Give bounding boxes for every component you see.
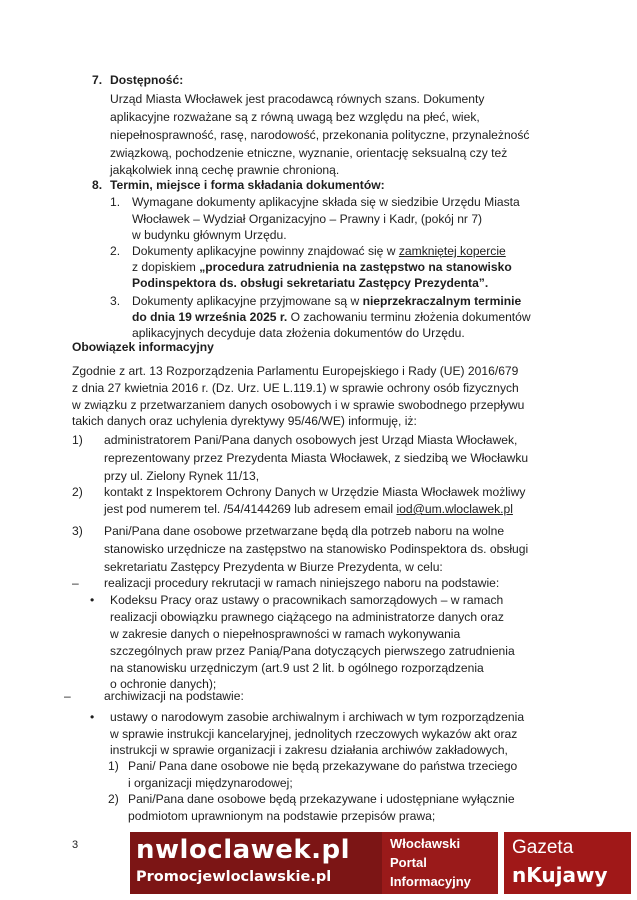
bullet-marker: • [90,710,95,724]
point-text: stanowisko urzędnicze na zastępstwo na stanowisko Podinspektora ds. obsługi [104,542,529,556]
point-text: sekretariatu Zastępcy Prezydenta w Biurze Prezydenta, w celu: [104,560,443,574]
site-logo-secondary: Promocjewloclawskie.pl [136,869,332,885]
dash-text: realizacji procedury rekrutacji w ramach niniejszego naboru na podstawie: [104,576,500,590]
section-7-line: niepełnosprawność, rasę, narodowość, przekonania polityczne, przynależność [110,128,530,142]
gazeta-label: Gazeta [512,837,574,858]
portal-block[interactable] [382,832,498,894]
list-item-text: Wymagane dokumenty aplikacyjne składa się w siedzibie Urzędu Miasta [132,195,520,209]
email-link[interactable]: iod@um.wloclawek.pl [396,502,513,516]
point-number: 2) [72,485,83,499]
deadline-date: do dnia 19 września 2025 r. [132,310,288,324]
bullet-marker: • [90,593,95,607]
dash-marker: – [64,689,71,703]
gazeta-logo: nKujawy [512,863,608,887]
portal-line: Portal [390,855,427,870]
list-item-number: 3. [110,294,121,308]
bullet-text: realizacji obowiązku prawnego ciążącego na administratorze danych oraz [110,610,504,624]
list-item-text: Włocławek – Wydział Organizacyjno – Prawny i Kadr, (pokój nr 7) [132,212,483,226]
section-7-line: aplikacyjne rozważane są z równą uwagą bez względu na płeć, wiek, [110,110,480,124]
page-number: 3 [72,839,79,851]
intro-line: z dnia 27 kwietnia 2016 r. (Dz. Urz. UE L.119.1) w sprawie ochrony osób fizycznych [72,381,519,395]
sealed-envelope-emphasis: zamkniętej kopercie [398,244,506,258]
bullet-text: ustawy o narodowym zasobie archiwalnym i archiwach w tym rozporządzenia [110,710,525,724]
list-item-text: z dopiskiem „procedura zatrudnienia na zastępstwo na stanowisko [132,260,512,274]
point-text: jest pod numerem tel. /54/4144269 lub adresem email iod@um.wloclawek.pl [104,502,513,516]
section-7-line: związkową, pochodzenie etniczne, wyznanie, orientację seksualną czy też [110,146,508,160]
section-8-title: Termin, miejsce i forma składania dokumentów: [110,178,385,192]
list-item-text: Dokumenty aplikacyjne powinny znajdować się w zamkniętej kopercie [132,244,506,258]
list-item-text: Dokumenty aplikacyjne przyjmowane są w nieprzekraczalnym terminie [132,294,522,308]
sub-point-text: podmiotom uprawnionym na podstawie przepisów prawa; [128,809,436,823]
point-text: administratorem Pani/Pana danych osobowych jest Urząd Miasta Włocławek, [104,433,518,447]
list-item-text: Podinspektora ds. obsługi sekretariatu Zastępcy Prezydenta”. [132,276,489,290]
site-logo-block[interactable] [130,832,382,894]
bullet-text: o ochronie danych); [110,677,217,691]
bullet-text: instrukcji w sprawie organizacji i zakresu działania archiwów zakładowych, [110,743,508,757]
section-7-number: 7. [92,73,103,87]
sub-point-number: 1) [108,759,119,773]
point-number: 3) [72,524,83,538]
section-8-number: 8. [92,178,103,192]
bullet-text: szczególnych praw przez Panią/Pana dotyczących pierwszego zatrudnienia [110,644,515,658]
section-7-title: Dostępność: [110,73,184,87]
list-item-number: 2. [110,244,121,258]
intro-line: takich danych oraz uchylenia dyrektywy 95/46/WE) informuję, iż: [72,414,417,428]
list-item-text: aplikacyjnych decyduje data złożenia dokumentów do Urzędu. [132,326,465,340]
point-text: Pani/Pana dane osobowe przetwarzane będą dla potrzeb naboru na wolne [104,524,505,538]
list-item-text: do dnia 19 września 2025 r. O zachowaniu terminu złożenia dokumentów [132,310,531,324]
portal-line: Informacyjny [390,874,471,889]
bullet-text: w zakresie danych o niepełnosprawności w ramach wykonywania [110,627,461,641]
sub-point-text: Pani/ Pana dane osobowe nie będą przekazywane do państwa trzeciego [128,759,518,773]
gazeta-logo-block[interactable] [504,832,631,894]
intro-line: Zgodnie z art. 13 Rozporządzenia Parlamentu Europejskiego i Rady (UE) 2016/679 [72,364,519,378]
point-text: przy ul. Zielony Rynek 11/13, [104,469,260,483]
sub-point-number: 2) [108,792,119,806]
point-text: reprezentowany przez Prezydenta Miasta Włocławek, z siedzibą we Włocławku [104,451,529,465]
dash-marker: – [72,576,79,590]
footer-banner[interactable] [130,832,631,894]
section-7-line: Urząd Miasta Włocławek jest pracodawcą równych szans. Dokumenty [110,92,485,106]
list-item-text: w budynku głównym Urzędu. [132,228,287,242]
point-number: 1) [72,433,83,447]
bullet-text: Kodeksu Pracy oraz ustawy o pracownikach samorządowych – w ramach [110,593,504,607]
site-logo: nwloclawek.pl [136,835,351,865]
portal-line: Włocławski [390,836,461,851]
bullet-text: w sprawie instrukcji kancelaryjnej, jednolitych rzeczowych wykazów akt oraz [110,727,518,741]
list-item-number: 1. [110,195,121,209]
section-7-line: jakąkolwiek inną cechę prawnie chronioną. [110,163,340,177]
sub-point-text: i organizacji międzynarodowej; [128,776,293,790]
point-text: kontakt z Inspektorem Ochrony Danych w Urzędzie Miasta Włocławek możliwy [104,485,526,499]
bullet-text: na stanowisku urzędniczym (art.9 ust 2 lit. b ogólnego rozporządzenia [110,661,484,675]
dash-text: archiwizacji na podstawie: [104,689,244,703]
section-heading: Obowiązek informacyjny [72,340,214,354]
sub-point-text: Pani/Pana dane osobowe będą przekazywane i udostępniane wyłącznie [128,792,515,806]
intro-line: w związku z przetwarzaniem danych osobowych i w sprawie swobodnego przepływu [72,398,525,412]
